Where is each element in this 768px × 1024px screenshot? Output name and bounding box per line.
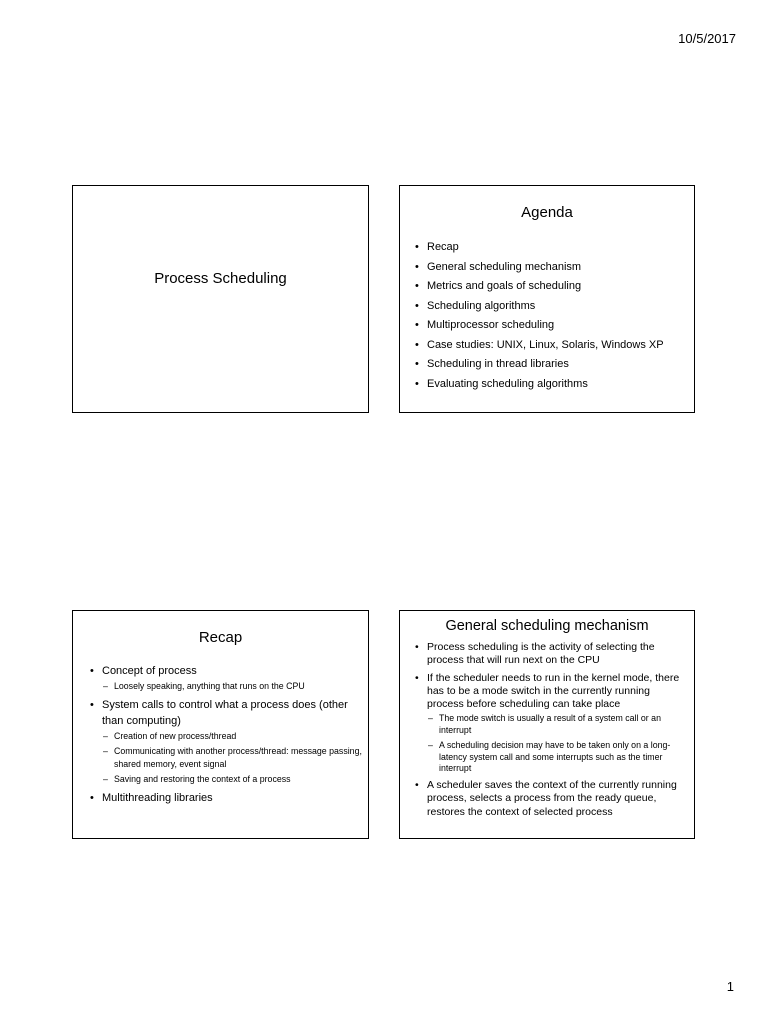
- list-item-text: Concept of process: [102, 665, 197, 677]
- mechanism-list: [427, 641, 684, 819]
- list-item: [427, 672, 684, 775]
- list-item: [427, 779, 684, 819]
- page-date: 10/5/2017: [678, 31, 736, 46]
- slide-general-scheduling-mechanism: [399, 610, 695, 839]
- sub-list: [114, 680, 368, 693]
- sub-list-item: – Communicating with another process/thread: message passing, shared memory, event signal: [114, 745, 368, 771]
- sub-list-item: – Saving and restoring the context of a process: [114, 773, 368, 786]
- slide-title: Process Scheduling: [154, 270, 287, 287]
- agenda-item: • Recap: [427, 238, 694, 258]
- agenda-item: • Metrics and goals of scheduling: [427, 277, 694, 297]
- list-item-text: Process scheduling is the activity of selecting the process that will run next on the CPU: [427, 641, 655, 667]
- agenda-item: • Case studies: UNIX, Linux, Solaris, Windows XP: [427, 336, 694, 356]
- list-item: [427, 641, 684, 668]
- slide-title: Agenda: [521, 204, 573, 221]
- slide-recap: [72, 610, 369, 839]
- agenda-item: • Scheduling in thread libraries: [427, 355, 694, 375]
- sub-list: [439, 713, 684, 775]
- list-item: [102, 790, 368, 806]
- sub-list-item: – A scheduling decision may have to be taken only on a long-latency system call and some interrupts such as the timer interrupt: [439, 740, 684, 775]
- slide-title: Recap: [198, 629, 243, 646]
- slide-title: General scheduling mechanism: [445, 618, 649, 634]
- sub-list-item: – The mode switch is usually a result of a system call or an interrupt: [439, 713, 684, 736]
- sub-list-item: – Loosely speaking, anything that runs on the CPU: [114, 680, 368, 693]
- list-item-text: Multithreading libraries: [102, 792, 213, 804]
- agenda-item: • Multiprocessor scheduling: [427, 316, 694, 336]
- agenda-item: • Evaluating scheduling algorithms: [427, 375, 694, 395]
- slide-agenda: [399, 185, 695, 413]
- list-item: [102, 697, 368, 786]
- list-item: [102, 663, 368, 693]
- list-item-text: A scheduler saves the context of the currently running process, selects a process from the ready queue, restores the context of selected process: [427, 778, 677, 818]
- list-item-text: System calls to control what a process does (other than computing): [102, 699, 348, 727]
- sub-list-item: – Creation of new process/thread: [114, 730, 368, 743]
- list-item-text: If the scheduler needs to run in the kernel mode, there has to be a mode switch in the currently running process before scheduling can take place: [427, 671, 680, 711]
- recap-list: [102, 663, 368, 806]
- slide-title-process-scheduling: [72, 185, 369, 413]
- agenda-item: • General scheduling mechanism: [427, 258, 694, 278]
- agenda-list: [427, 238, 694, 394]
- agenda-item: • Scheduling algorithms: [427, 297, 694, 317]
- page-number: 1: [726, 979, 734, 994]
- sub-list: [114, 730, 368, 786]
